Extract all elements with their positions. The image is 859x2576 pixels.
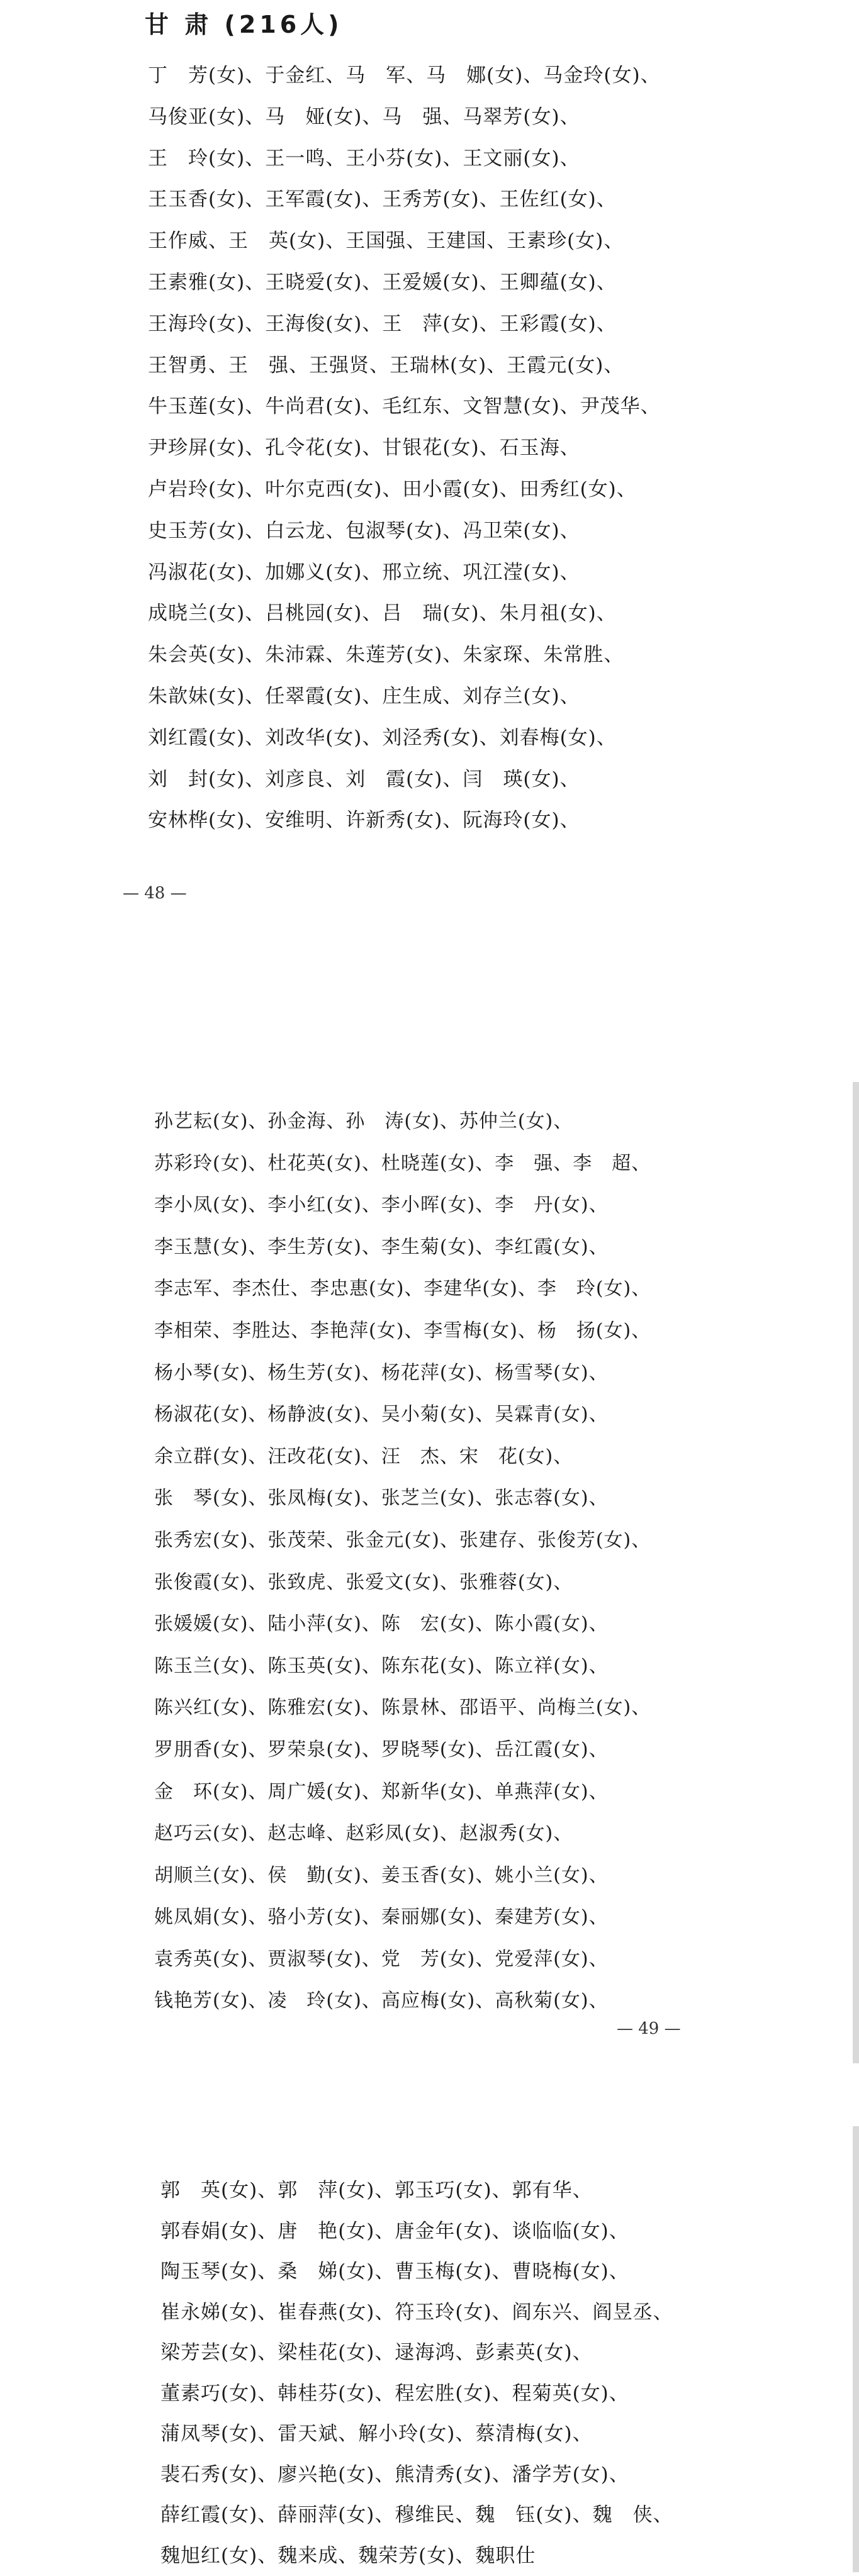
name-line: 张俊霞(女)、张致虎、张爱文(女)、张雅蓉(女)、 <box>154 1562 651 1604</box>
name-line: 袁秀英(女)、贾淑琴(女)、党 芳(女)、党爱萍(女)、 <box>154 1939 651 1981</box>
name-line: 王作威、王 英(女)、王国强、王建国、王素珍(女)、 <box>148 221 661 262</box>
name-line: 苏彩玲(女)、杜花英(女)、杜晓莲(女)、李 强、李 超、 <box>154 1143 651 1185</box>
name-line: 薛红霞(女)、薛丽萍(女)、穆维民、魏 钰(女)、魏 侠、 <box>160 2495 673 2536</box>
name-line: 王玉香(女)、王军霞(女)、王秀芳(女)、王佐红(女)、 <box>148 179 661 221</box>
name-line: 李志军、李杰仕、李忠惠(女)、李建华(女)、李 玲(女)、 <box>154 1268 651 1310</box>
name-line: 魏旭红(女)、魏来成、魏荣芳(女)、魏职仕 <box>160 2536 673 2576</box>
name-line: 马俊亚(女)、马 娅(女)、马 强、马翠芳(女)、 <box>148 97 661 138</box>
name-line: 冯淑花(女)、加娜义(女)、邢立统、巩江滢(女)、 <box>148 552 661 594</box>
name-line: 余立群(女)、汪改花(女)、汪 杰、宋 花(女)、 <box>154 1436 651 1478</box>
name-line: 陈玉兰(女)、陈玉英(女)、陈东花(女)、陈立祥(女)、 <box>154 1646 651 1688</box>
name-line: 梁芳芸(女)、梁桂花(女)、逯海鸿、彭素英(女)、 <box>160 2333 673 2373</box>
name-line: 崔永娣(女)、崔春燕(女)、符玉玲(女)、阎东兴、阎昱丞、 <box>160 2292 673 2333</box>
page-number: — 49 — <box>617 2019 681 2038</box>
name-line: 张 琴(女)、张凤梅(女)、张芝兰(女)、张志蓉(女)、 <box>154 1478 651 1520</box>
name-line: 郭 英(女)、郭 萍(女)、郭玉巧(女)、郭有华、 <box>160 2170 673 2211</box>
name-line: 杨淑花(女)、杨静波(女)、吴小菊(女)、吴霖青(女)、 <box>154 1394 651 1436</box>
document-page-49 <box>0 1082 859 2063</box>
name-line: 胡顺兰(女)、侯 勤(女)、姜玉香(女)、姚小兰(女)、 <box>154 1855 651 1897</box>
page-number: — 48 — <box>123 884 187 903</box>
name-line: 刘 封(女)、刘彦良、刘 霞(女)、闫 瑛(女)、 <box>148 759 661 801</box>
name-line: 董素巧(女)、韩桂芬(女)、程宏胜(女)、程菊英(女)、 <box>160 2373 673 2414</box>
name-line: 安林桦(女)、安维明、许新秀(女)、阮海玲(女)、 <box>148 800 661 842</box>
name-line: 尹珍屏(女)、孔令花(女)、甘银花(女)、石玉海、 <box>148 428 661 469</box>
name-line: 李相荣、李胜达、李艳萍(女)、李雪梅(女)、杨 扬(女)、 <box>154 1310 651 1352</box>
name-line: 李小凤(女)、李小红(女)、李小晖(女)、李 丹(女)、 <box>154 1185 651 1227</box>
name-line: 张媛媛(女)、陆小萍(女)、陈 宏(女)、陈小霞(女)、 <box>154 1603 651 1646</box>
name-line: 史玉芳(女)、白云龙、包淑琴(女)、冯卫荣(女)、 <box>148 511 661 552</box>
name-line: 成晓兰(女)、吕桃园(女)、吕 瑞(女)、朱月祖(女)、 <box>148 593 661 635</box>
document-page-50 <box>0 2126 859 2572</box>
name-line: 金 环(女)、周广媛(女)、郑新华(女)、单燕萍(女)、 <box>154 1771 651 1814</box>
name-line: 王素雅(女)、王晓爱(女)、王爱媛(女)、王卿蕴(女)、 <box>148 262 661 304</box>
name-line: 朱歆妹(女)、任翠霞(女)、庄生成、刘存兰(女)、 <box>148 676 661 718</box>
document-page-48 <box>0 0 859 944</box>
name-list <box>148 55 661 842</box>
section-heading: 甘 肃 (216人) <box>145 5 343 40</box>
name-line: 王 玲(女)、王一鸣、王小芬(女)、王文丽(女)、 <box>148 138 661 180</box>
name-line: 刘红霞(女)、刘改华(女)、刘泾秀(女)、刘春梅(女)、 <box>148 718 661 759</box>
name-line: 张秀宏(女)、张茂荣、张金元(女)、张建存、张俊芳(女)、 <box>154 1520 651 1562</box>
name-line: 杨小琴(女)、杨生芳(女)、杨花萍(女)、杨雪琴(女)、 <box>154 1352 651 1395</box>
name-line: 赵巧云(女)、赵志峰、赵彩凤(女)、赵淑秀(女)、 <box>154 1813 651 1855</box>
name-line: 丁 芳(女)、于金红、马 军、马 娜(女)、马金玲(女)、 <box>148 55 661 97</box>
name-line: 陶玉琴(女)、桑 娣(女)、曹玉梅(女)、曹晓梅(女)、 <box>160 2251 673 2292</box>
name-line: 郭春娟(女)、唐 艳(女)、唐金年(女)、谈临临(女)、 <box>160 2211 673 2252</box>
name-line: 钱艳芳(女)、凌 玲(女)、高应梅(女)、高秋菊(女)、 <box>154 1980 651 2022</box>
name-line: 李玉慧(女)、李生芳(女)、李生菊(女)、李红霞(女)、 <box>154 1227 651 1269</box>
name-line: 王智勇、王 强、王强贤、王瑞林(女)、王霞元(女)、 <box>148 345 661 387</box>
name-line: 裴石秀(女)、廖兴艳(女)、熊清秀(女)、潘学芳(女)、 <box>160 2455 673 2495</box>
name-line: 王海玲(女)、王海俊(女)、王 萍(女)、王彩霞(女)、 <box>148 304 661 345</box>
name-list <box>160 2170 673 2576</box>
name-line: 牛玉莲(女)、牛尚君(女)、毛红东、文智慧(女)、尹茂华、 <box>148 386 661 428</box>
name-line: 罗朋香(女)、罗荣泉(女)、罗晓琴(女)、岳江霞(女)、 <box>154 1729 651 1771</box>
name-line: 卢岩玲(女)、叶尔克西(女)、田小霞(女)、田秀红(女)、 <box>148 469 661 511</box>
name-line: 陈兴红(女)、陈雅宏(女)、陈景林、邵语平、尚梅兰(女)、 <box>154 1687 651 1729</box>
name-list <box>154 1101 651 2022</box>
name-line: 孙艺耘(女)、孙金海、孙 涛(女)、苏仲兰(女)、 <box>154 1101 651 1143</box>
name-line: 蒲凤琴(女)、雷天斌、解小玲(女)、蔡清梅(女)、 <box>160 2414 673 2455</box>
name-line: 姚凤娟(女)、骆小芳(女)、秦丽娜(女)、秦建芳(女)、 <box>154 1897 651 1939</box>
name-line: 朱会英(女)、朱沛霖、朱莲芳(女)、朱家琛、朱常胜、 <box>148 635 661 676</box>
